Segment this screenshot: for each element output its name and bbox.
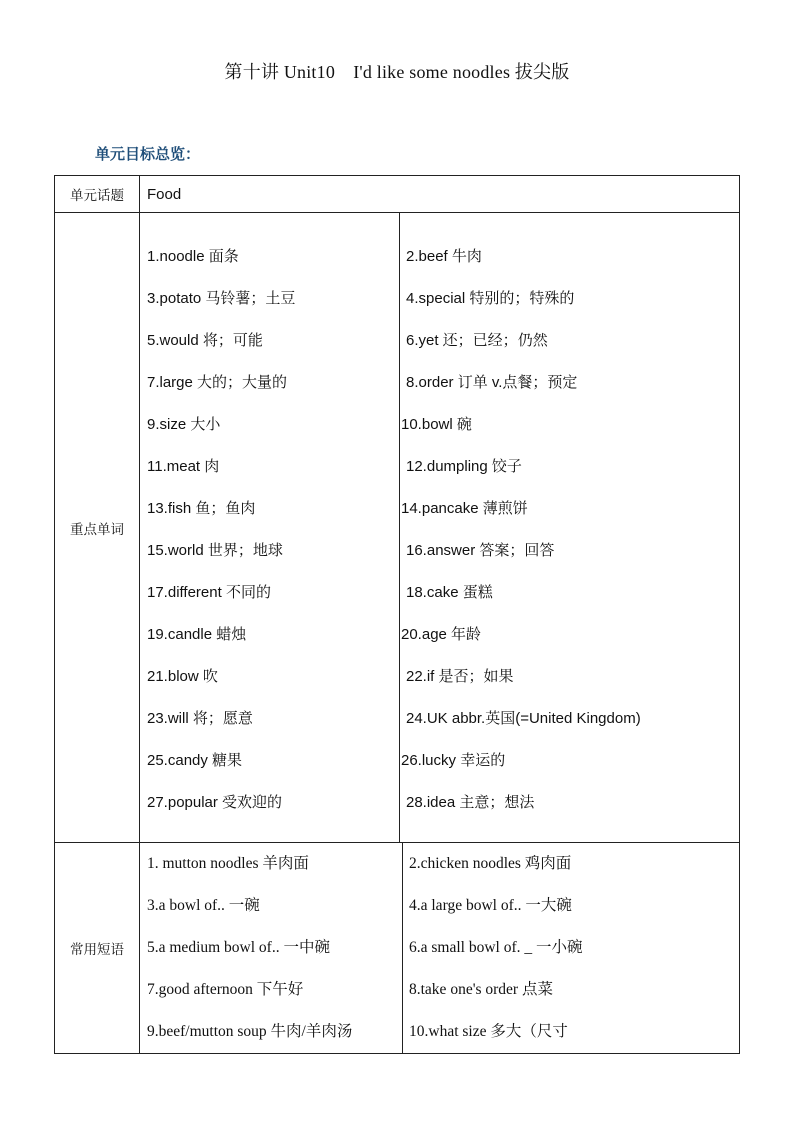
vocab-right-item: 10.bowl 碗 [401,416,472,433]
phr-right-item: 4.a large bowl of.. 一大碗 [409,897,572,914]
vocab-left-item: 1.noodle 面条 [147,248,239,265]
vocab-right-item: 24.UK abbr.英国(=United Kingdom) [406,710,641,727]
page-title: 第十讲 Unit10 I'd like some noodles 拔尖版 [224,62,570,82]
vocab-left-item: 17.different 不同的 [147,584,271,601]
phr-left-item: 3.a bowl of.. 一碗 [147,897,260,914]
vocab-left-item: 27.popular 受欢迎的 [147,794,283,811]
phr-right-item: 2.chicken noodles 鸡肉面 [409,855,572,872]
vocab-label: 重点单词 [55,213,140,842]
phr-left-item: 9.beef/mutton soup 牛肉/羊肉汤 [147,1023,353,1040]
vocab-left-item: 25.candy 糖果 [147,752,243,769]
vocab-column-divider [399,213,400,842]
phr-left-item: 1. mutton noodles 羊肉面 [147,855,309,872]
phr-right-item: 6.a small bowl of. _ 一小碗 [409,939,583,956]
vocab-left-item: 11.meat 肉 [147,458,220,475]
vocab-right-item: 18.cake 蛋糕 [406,584,493,601]
vocab-left-item: 5.would 将；可能 [147,332,263,349]
vocab-left-item: 21.blow 吹 [147,668,218,685]
topic-value: Food [147,185,182,203]
section-heading: 单元目标总览： [95,145,201,163]
vocab-right-item: 2.beef 牛肉 [406,248,482,265]
vocab-left-item: 3.potato 马铃薯；土豆 [147,290,296,307]
phrases-row [54,842,740,1054]
vocab-right-item: 28.idea 主意；想法 [406,794,535,811]
vocab-left-item: 23.will 将；愿意 [147,710,253,727]
vocab-right-item: 22.if 是否；如果 [406,668,514,685]
phr-right-item: 10.what size 多大（尺寸 [409,1023,568,1040]
phr-left-item: 7.good afternoon 下午好 [147,981,304,998]
vocab-right-item: 8.order 订单 v.点餐；预定 [406,374,578,391]
vocab-left-item: 9.size 大小 [147,416,221,433]
topic-row [54,175,740,213]
vocab-right-item: 6.yet 还；已经；仍然 [406,332,548,349]
topic-label: 单元话题 [55,176,140,212]
vocab-left-item: 15.world 世界；地球 [147,542,283,559]
vocab-left-item: 13.fish 鱼；鱼肉 [147,500,256,517]
vocab-right-item: 16.answer 答案；回答 [406,542,555,559]
phr-right-item: 8.take one's order 点菜 [409,981,553,998]
vocab-right-item: 4.special 特别的；特殊的 [406,290,575,307]
phrases-label: 常用短语 [55,842,140,1053]
phrases-column-divider [402,842,403,1053]
vocab-left-item: 19.candle 蜡烛 [147,626,247,643]
vocab-right-item: 12.dumpling 饺子 [406,458,522,475]
vocab-right-item: 26.lucky 幸运的 [401,752,506,769]
vocab-row [54,213,740,843]
vocab-right-item: 20.age 年龄 [401,626,482,643]
vocab-right-item: 14.pancake 薄煎饼 [401,500,528,517]
phr-left-item: 5.a medium bowl of.. 一中碗 [147,939,330,956]
vocab-left-item: 7.large 大的；大量的 [147,374,288,391]
